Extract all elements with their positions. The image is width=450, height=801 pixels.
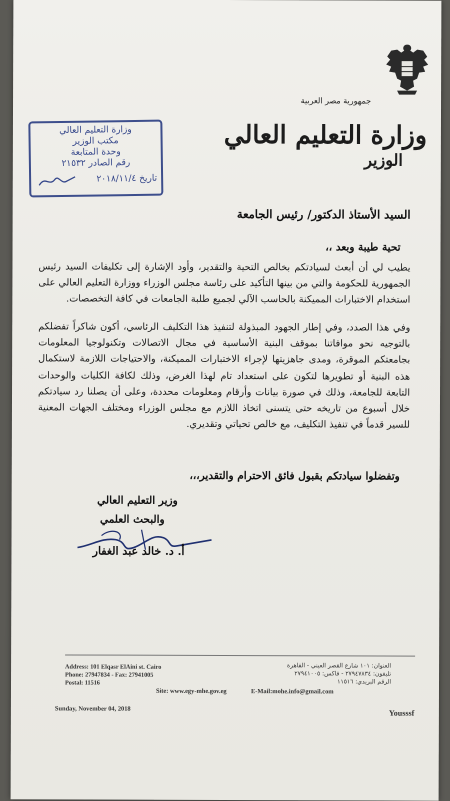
outgoing-stamp — [28, 120, 163, 198]
footer-address-en: Address: 101 Elqasr ElAini st. Cairo — [65, 663, 161, 671]
stamp-line: وزارة التعليم العالي — [34, 125, 156, 138]
country-name: جمهورية مصر العربية — [301, 96, 371, 105]
footer-postal-en: Postal: 11516 — [65, 679, 161, 687]
eagle-emblem-icon — [383, 41, 431, 96]
signatory-title-line1: وزير التعليم العالي — [97, 495, 178, 507]
signatory-title-line2: والبحث العلمي — [100, 514, 165, 526]
print-date: Sunday, November 04, 2018 — [55, 705, 131, 712]
stamp-signature-icon — [37, 173, 77, 190]
stamp-line: تاريخ ٢٠١٨/١١/٤ — [71, 174, 157, 186]
closing-line: وتفضلوا سيادتكم بقبول فائق الاحترام والتقدير،،، — [189, 470, 399, 483]
footer-arabic — [287, 662, 391, 686]
footer-english — [65, 663, 161, 687]
body-paragraph-2: وفي هذا الصدد، وفي إطار الجهود المبذولة لتنفيذ هذا التكليف الرئاسي، أكون شاكراً تفضلكم بالتوجيه نحو موافاتنا بموقف البنية الأساسية في مجال الاتصالات وتكنولوجيا المعلومات بجامعتكم الموقرة، ومدى جاهزيتها لإجراء الاختبارات المميكنة، والاحتياجات اللازمة لاستكمال هذه البنية أو تطويرها لتكون على استعداد تام لهذا الغرض، وذلك لكافة الكليات والوحدات التابعة للجامعة، وذلك في صورة بيانات وأرقام ومعلومات محددة، وعلى أن يصلنا رد سيادتكم خلال أسبوع من تاريخه حتى يتسنى اتخاذ اللازم مع مجلس الوزراء ومختلف الجهات المعنية للسير قدماً في تنفيذ التكليف، مع خالص تحياتي وتقديري. — [38, 319, 410, 434]
footer-phone-en: Phone: 27947834 - Fax: 27941005 — [65, 671, 161, 679]
office-title: الوزير — [364, 150, 403, 169]
footer-postal-ar: الرقم البريدي: ١١٥١٦ — [287, 678, 391, 686]
body-paragraph-1: يطيب لي أن أبعث لسيادتكم بخالص التحية والتقدير، وأود الإشارة إلى تكليفات السيد رئيس الجمهورية للحكومة والتي من بينها التأكيد على رئاسة مجلس الوزراء ووزارة التعليم العالي على استخدام الاختبارات المميكنة بالحاسب الآلي لجميع طلبة الجامعات في كافة التخصصات. — [38, 259, 410, 309]
addressee: السيد الأستاذ الدكتور/ رئيس الجامعة — [237, 207, 411, 222]
stamp-line: وحدة المتابعة — [35, 147, 157, 160]
footer-divider — [65, 654, 415, 656]
greeting: تحية طيبة وبعد ،، — [325, 241, 400, 253]
ministry-name: وزارة التعليم العالي — [224, 120, 427, 150]
footer-address-ar: العنوان: ١٠١ شارع القصر العيني - القاهرة — [287, 662, 391, 670]
stamp-line: مكتب الوزير — [35, 136, 157, 149]
footer-phone-ar: تليفون: ٢٧٩٤٧٨٣٤ - فاكس: ٢٧٩٤١٠٠٥ — [287, 670, 391, 678]
signatory-name: أ. د. خالد عبد الغفار — [93, 545, 185, 558]
footer-email: E-Mail:mohe.info@gmail.com — [251, 688, 334, 695]
letter-page — [11, 0, 442, 801]
stamp-line: رقم الصادر ٢١٥٣٢ — [35, 158, 157, 171]
footer-website: Site: www.egy-mhe.gov.eg — [156, 688, 227, 695]
typist-name: Yousssf — [389, 709, 414, 718]
